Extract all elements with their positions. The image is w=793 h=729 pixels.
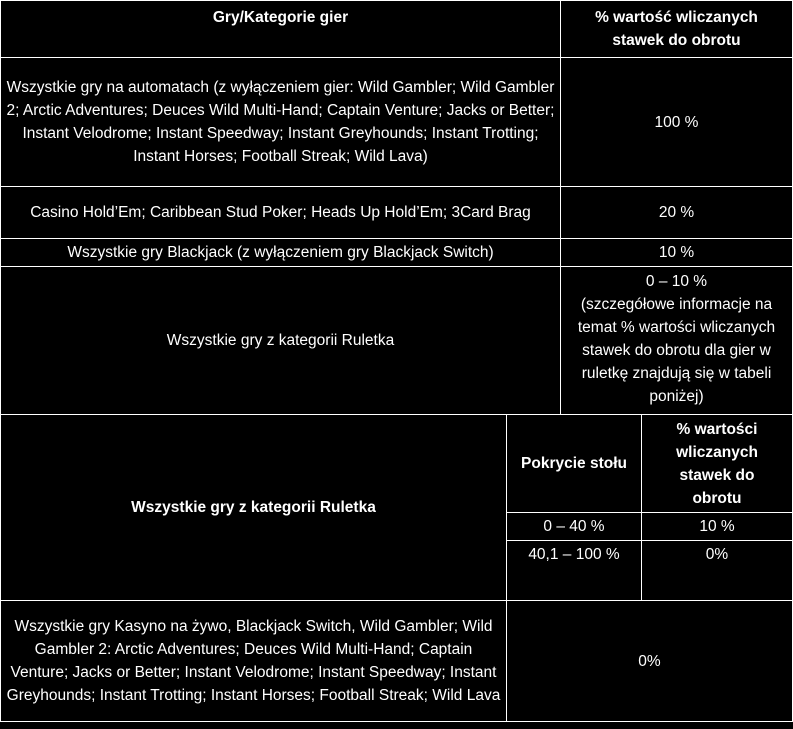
roulette-coverage-header	[506, 414, 642, 513]
roulette-percent-row-2-value: 0%	[705, 546, 729, 563]
roulette-percent-header	[641, 414, 793, 513]
row-blackjack-category-text: Wszystkie gry Blackjack (z wyłączeniem gry Blackjack Switch)	[67, 244, 494, 261]
row-live-percent	[506, 600, 793, 722]
row-blackjack-percent-value: 10 %	[658, 244, 695, 261]
row-slots-percent-value: 100 %	[654, 113, 699, 131]
row-roulette-percent-note: (szczegółowe informacje na temat % wartości wliczanych stawek do obrotu dla gier w ruletkę znajdują się w tabeli poniżej)	[577, 296, 776, 405]
header-category-label: Gry/Kategorie gier	[212, 9, 349, 26]
roulette-coverage-row-1	[506, 512, 642, 541]
header-percent	[560, 0, 793, 58]
roulette-coverage-row-2-value: 40,1 – 100 %	[528, 546, 620, 563]
roulette-coverage-header-text: Pokrycie stołu	[521, 455, 627, 472]
row-poker-percent-value: 20 %	[658, 204, 695, 221]
row-live-percent-value: 0%	[638, 652, 661, 670]
row-slots-category	[0, 57, 561, 187]
roulette-percent-header-text: % wartości wliczanych stawek do obrotu	[676, 420, 758, 507]
row-roulette-percent-value: 0 – 10 %	[645, 273, 708, 290]
roulette-percent-row-1	[641, 512, 793, 541]
row-blackjack-percent	[560, 238, 793, 267]
roulette-table-title-text: Wszystkie gry z kategorii Ruletka	[131, 499, 376, 516]
row-poker-category-text: Casino Hold’Em; Caribbean Stud Poker; Heads Up Hold’Em; 3Card Brag	[30, 204, 531, 221]
roulette-coverage-row-2	[506, 540, 642, 601]
roulette-percent-row-1-value: 10 %	[699, 518, 735, 535]
row-slots-percent	[560, 57, 793, 187]
row-live-category-text: Wszystkie gry Kasyno na żywo, Blackjack Switch, Wild Gambler; Wild Gambler 2: Arctic Adventures; Deuces Wild Multi-Hand; Captain Venture; Jacks or Better; Instant Velodrome; Instant Speedway; Instant Greyhounds; Instant Trotting; Instant Horses; Football Streak; Wild Lava	[6, 618, 501, 704]
header-percent-label: % wartość wliczanych stawek do obrotu	[595, 9, 758, 49]
row-roulette-category	[0, 266, 561, 415]
row-blackjack-category	[0, 238, 561, 267]
header-category	[0, 0, 561, 58]
row-poker-category	[0, 186, 561, 239]
roulette-percent-row-2	[641, 540, 793, 601]
row-live-category	[0, 600, 507, 722]
roulette-coverage-row-1-value: 0 – 40 %	[543, 518, 605, 535]
row-slots-category-text: Wszystkie gry na automatach (z wyłączeniem gier: Wild Gambler; Wild Gambler 2; Arctic Adventures; Deuces Wild Multi-Hand; Captain Venture; Jacks or Better; Instant Velodrome; Instant Speedway; Instant Greyhounds; Instant Trotting; Instant Horses; Football Streak; Wild Lava)	[6, 79, 555, 165]
row-poker-percent	[560, 186, 793, 239]
row-roulette-percent	[560, 266, 793, 415]
row-roulette-category-text: Wszystkie gry z kategorii Ruletka	[166, 332, 395, 349]
roulette-table-title	[0, 414, 507, 601]
